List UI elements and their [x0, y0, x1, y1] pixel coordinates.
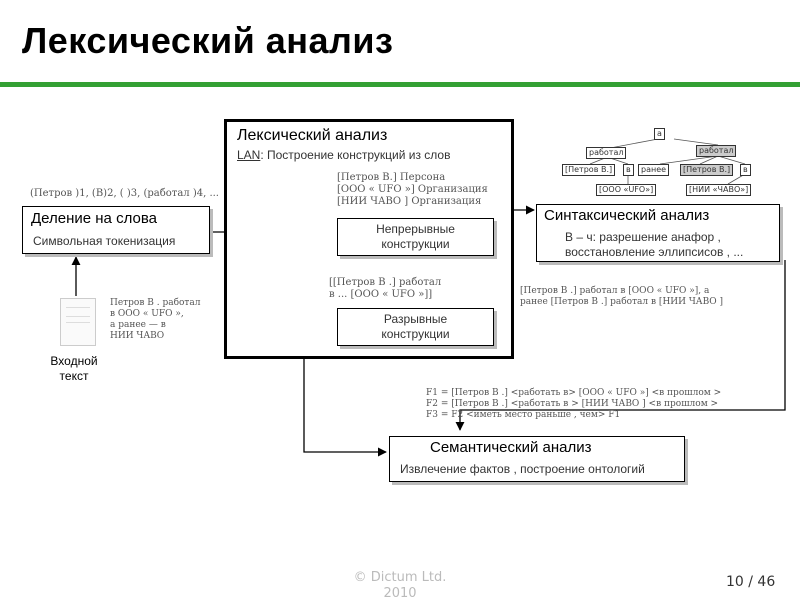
syntax-subtitle: В – ч: разрешение анафор ,	[565, 230, 721, 244]
syntax-example: [Петров В .] работал в [ООО « UFO »], а ранее [Петров В .] работал в [НИИ ЧАВО ]	[520, 286, 723, 307]
input-text-label: Входной текст	[50, 354, 98, 383]
syntax-subtitle-2: восстановление эллипсисов , ...	[565, 245, 744, 259]
tokenization-box	[22, 206, 210, 254]
semantic-analysis-box	[389, 436, 685, 482]
tree-node-root: а	[654, 128, 665, 140]
tree-node-r1: ранее	[638, 164, 669, 176]
tree-node-right-verb: работал	[696, 145, 736, 157]
document-icon	[60, 298, 96, 346]
tree-node-l1: [Петров В.]	[562, 164, 615, 176]
tree-node-left-verb: работал	[586, 147, 626, 159]
continuous-constructions-box	[337, 218, 494, 256]
ner-examples: [Петров В.] Персона [ООО « UFO »] Организация [НИИ ЧАВО ] Организация	[337, 172, 488, 207]
discontinuous-label: Разрывные конструкции	[381, 312, 450, 341]
semantic-subtitle: Извлечение фактов , построение онтологий	[400, 462, 645, 476]
discontinuous-example: [[Петров В .] работал в ... [ООО « UFO »]]	[329, 277, 442, 300]
tree-node-l3: [ООО «UFO»]	[596, 184, 656, 196]
tree-node-r3: в	[740, 164, 751, 176]
syntax-title: Синтаксический анализ	[544, 207, 710, 224]
tokenization-title: Деление на слова	[31, 210, 157, 227]
tree-node-r4: [НИИ «ЧАВО»]	[686, 184, 751, 196]
tree-node-l2: в	[623, 164, 634, 176]
semantic-title: Семантический анализ	[430, 439, 592, 456]
slide-title: Лексический анализ	[22, 20, 394, 61]
semantic-facts: F1 = [Петров В .] <работать в> [ООО « UFO »] <в прошлом > F2 = [Петров В .] <работать в > [НИИ ЧАВО ] <в прошлом > F3 = F2 <иметь место раньше , чем> F1	[426, 388, 722, 420]
continuous-label: Непрерывные конструкции	[376, 222, 455, 251]
lexical-subtitle: LAN: Построение конструкций из слов	[237, 148, 451, 162]
input-text-snippet: Петров В . работал в ООО « UFO », а ранее — в НИИ ЧАВО	[110, 298, 201, 341]
tree-node-r2: [Петров В.]	[680, 164, 733, 176]
tokens-example: (Петров )1, (В)2, ( )3, (работал )4, ...	[30, 188, 219, 199]
footer-copyright: © Dictum Ltd. 2010	[353, 570, 447, 601]
discontinuous-constructions-box	[337, 308, 494, 346]
page-number: 10 / 46	[726, 574, 776, 590]
arrow-lexical-to-semantic	[304, 358, 386, 452]
lexical-analysis-box	[224, 119, 514, 359]
tokenization-subtitle: Символьная токенизация	[33, 234, 176, 248]
syntax-analysis-box	[536, 204, 780, 262]
lexical-title: Лексический анализ	[237, 127, 388, 144]
